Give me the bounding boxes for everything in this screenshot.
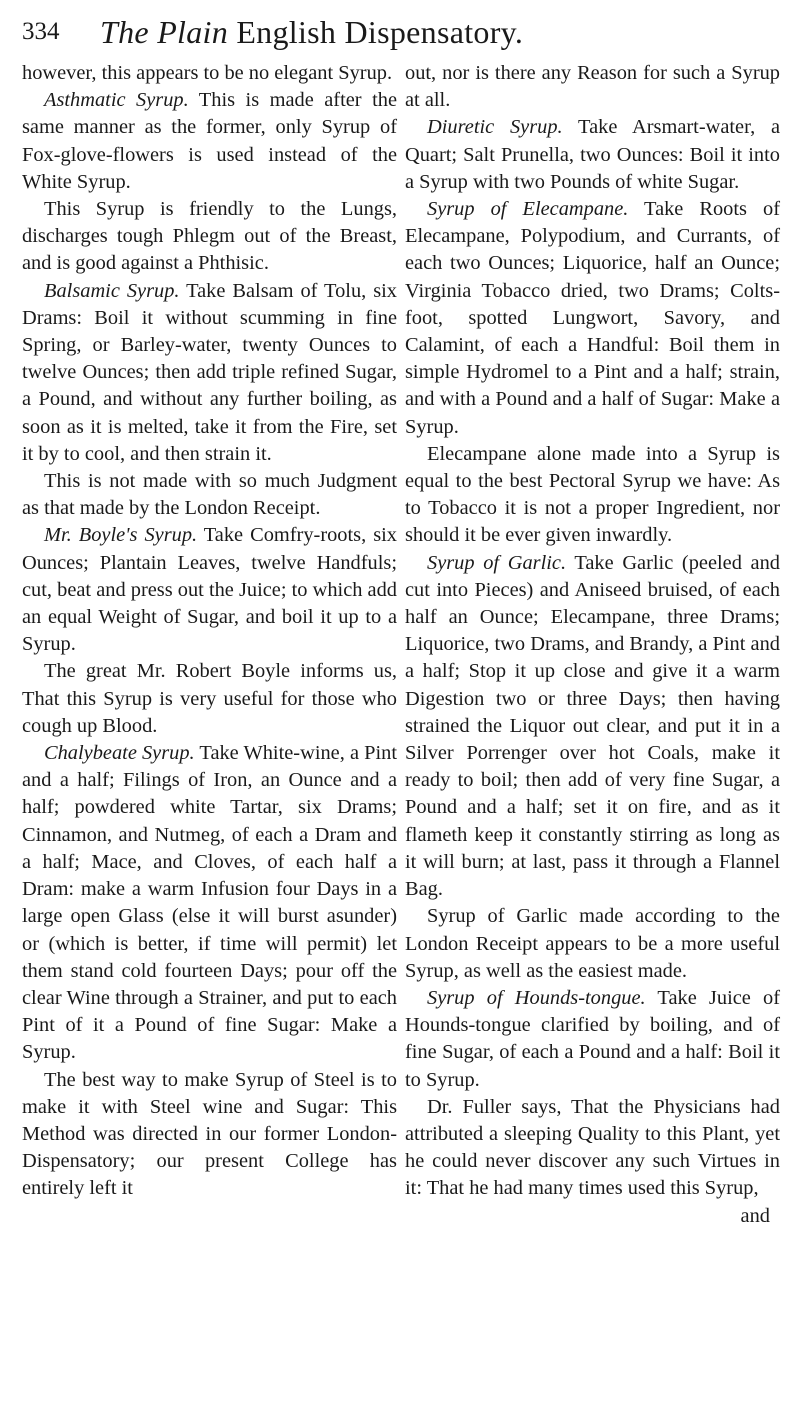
paragraph: The best way to make Syrup of Steel is to make it with Steel wine and Sugar: This Method was directed in our former London-Dispensatory; our present College has entirely left it [22, 1068, 397, 1200]
catchword: and [740, 1204, 770, 1227]
paragraph [22, 740, 397, 1066]
paragraph [405, 550, 780, 904]
page-title-italic: The Plain [100, 14, 229, 50]
recipe-title: Asthmatic Syrup. [44, 89, 189, 112]
paragraph [405, 196, 780, 441]
paragraph: The great Mr. Robert Boyle informs us, That this Syrup is very useful for those who cough up Blood. [22, 660, 397, 737]
paragraph: Dr. Fuller says, That the Physicians had attributed a sleeping Quality to this Plant, yet he could never discover any such Virtues in it: That he had many times used this Syrup, [405, 1095, 780, 1200]
paragraph [405, 114, 780, 196]
paragraph: Syrup of Garlic made according to the London Receipt appears to be a more useful Syrup, as well as the easiest made. [405, 905, 780, 982]
recipe-body: Take Juice of Hounds-tongue clarified by boiling, and of fine Sugar, of each a Pound and a half: Boil it to Syrup. [405, 986, 780, 1091]
page-number: 334 [22, 18, 60, 45]
paragraph [22, 278, 397, 468]
left-column [22, 60, 397, 1203]
paragraph: This Syrup is friendly to the Lungs, discharges tough Phlegm out of the Breast, and is good against a Phthisic. [22, 198, 397, 275]
recipe-title: Balsamic Syrup. [44, 279, 180, 302]
recipe-title: Chalybeate Syrup. [44, 742, 195, 765]
recipe-body: Take Roots of Elecampane, Polypodium, and Currants, of each two Ounces; Liquorice, half an Ounce; Virginia Tobacco dried, two Drams; Colts-foot, spotted Lungwort, Savory, and Calamint, of each a Handful: Boil them in simple Hydromel to a Pint and a half; strain, and with a Pound and a half of Sugar: Make a Syrup. [405, 198, 780, 438]
recipe-title: Diuretic Syrup. [427, 116, 563, 139]
recipe-body: This is made after the same manner as the former, only Syrup of Fox-glove-flowers is used instead of the White Syrup. [22, 89, 397, 193]
recipe-title: Mr. Boyle's Syrup. [44, 524, 198, 547]
recipe-title: Syrup of Hounds-tongue. [427, 986, 646, 1009]
paragraph: This is not made with so much Judgment as that made by the London Receipt. [22, 470, 397, 520]
paragraph: out, nor is there any Reason for such a Syrup at all. [405, 62, 780, 112]
recipe-title: Syrup of Elecampane. [427, 198, 629, 221]
recipe-title: Syrup of Garlic. [427, 551, 567, 574]
page-title-roman: English Dispensatory. [228, 14, 524, 50]
page-title [100, 14, 523, 51]
recipe-body: Take Comfry-roots, six Ounces; Plantain Leaves, twelve Handfuls; cut, beat and press out the Juice; to which add an equal Weight of Sugar, and boil it up to a Syrup. [22, 524, 397, 656]
right-column [405, 60, 780, 1230]
paragraph [405, 985, 780, 1094]
recipe-body: Take White-wine, a Pint and a half; Filings of Iron, an Ounce and a half; powdered white Tartar, six Drams; Cinnamon, and Nutmeg, of each a Dram and a half; Mace, and Cloves, of each half a Dram: make a warm Infusion four Days in a large open Glass (else it will burst asunder) or (which is better, if time will permit) let them stand cold fourteen Days; pour off the clear Wine through a Strainer, and put to each Pint of it a Pound of fine Sugar: Make a Syrup. [22, 742, 397, 1064]
running-head [22, 10, 782, 60]
paragraph [22, 522, 397, 658]
paragraph: Elecampane alone made into a Syrup is equal to the best Pectoral Syrup we have: As to Tobacco it is not a proper Ingredient, nor should it be ever given inwardly. [405, 442, 780, 547]
paragraph [22, 87, 397, 196]
recipe-body: Take Arsmart-water, a Quart; Salt Prunella, two Ounces: Boil it into a Syrup with two Pounds of white Sugar. [405, 116, 780, 193]
paragraph: however, this appears to be no elegant Syrup. [22, 62, 393, 84]
recipe-body: Take Balsam of Tolu, six Drams: Boil it without scumming in fine Spring, or Barley-water, twenty Ounces to twelve Ounces; then add triple refined Sugar, a Pound, and without any further boiling, as soon as it is melted, take it from the Fire, set it by to cool, and then strain it. [22, 279, 397, 465]
recipe-body: Take Garlic (peeled and cut into Pieces) and Aniseed bruised, of each half an Ounce; Elecampane, three Drams; Liquorice, two Drams, and Brandy, a Pint and a half; Stop it up close and give it a warm Digestion two or three Days; then having strained the Liquor out clear, and put it in a Silver Porrenger over hot Coals, make it ready to boil; then add of very fine Sugar, a Pound and a half; set it on fire, and as it flameth keep it constantly stirring as long as it will burn; at last, pass it through a Flannel Bag. [405, 551, 780, 901]
